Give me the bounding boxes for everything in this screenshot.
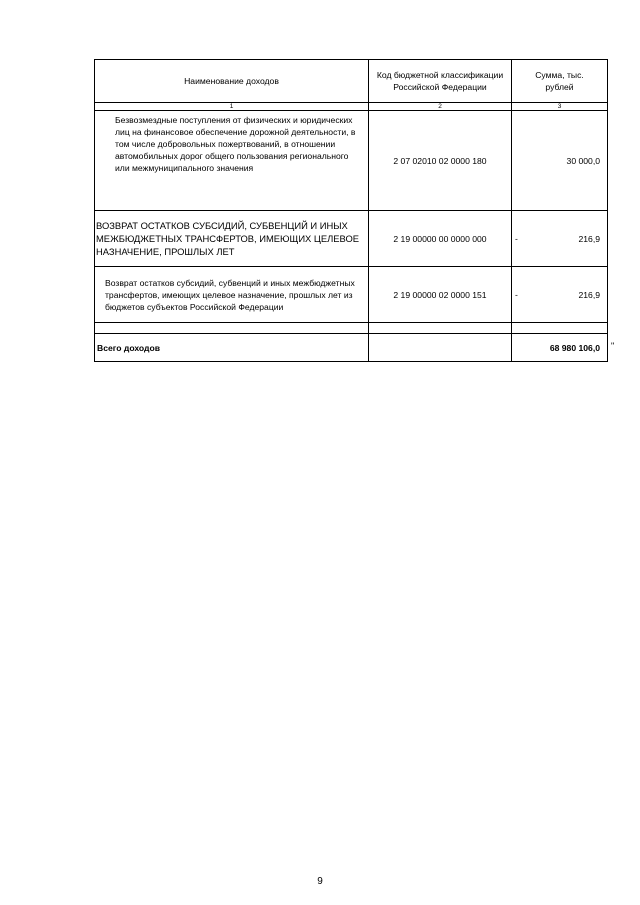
revenue-table	[94, 59, 608, 362]
row-sum-cell	[512, 267, 608, 323]
row-code: 2 19 00000 00 0000 000	[369, 211, 512, 267]
table-row	[95, 267, 608, 323]
row-sum-cell	[512, 211, 608, 267]
closing-quote: "	[611, 341, 615, 351]
column-number-row	[95, 103, 608, 111]
column-number-2: 2	[369, 103, 512, 111]
row-name: Безвозмездные поступления от физических и юридических лиц на финансовое обеспечение дорожной деятельности, в том числе добровольных пожертвований, в отношении автомобильных дорог общего пользования регионального или межмуниципального значения	[95, 111, 369, 211]
row-name: ВОЗВРАТ ОСТАТКОВ СУБСИДИЙ, СУБВЕНЦИЙ И ИНЫХ МЕЖБЮДЖЕТНЫХ ТРАНСФЕРТОВ, ИМЕЮЩИХ ЦЕЛЕВОЕ НАЗНАЧЕНИЕ, ПРОШЛЫХ ЛЕТ	[95, 211, 369, 267]
page-number: 9	[317, 876, 323, 887]
row-sign: -	[515, 288, 518, 299]
empty-cell	[512, 323, 608, 334]
column-number-3: 3	[512, 103, 608, 111]
empty-cell	[369, 323, 512, 334]
table-row	[95, 211, 608, 267]
row-sum: 30 000,0	[566, 155, 600, 166]
row-sum-cell	[512, 111, 608, 211]
total-code-cell	[369, 334, 512, 362]
table-row	[95, 111, 608, 211]
header-name: Наименование доходов	[95, 60, 369, 103]
total-row	[95, 334, 608, 362]
total-label: Всего доходов	[95, 334, 369, 362]
table-header-row	[95, 60, 608, 103]
row-sign: -	[515, 232, 518, 243]
header-sum: Сумма, тыс. рублей	[512, 60, 608, 103]
row-code: 2 07 02010 02 0000 180	[369, 111, 512, 211]
total-sum: 68 980 106,0	[512, 334, 608, 362]
row-code: 2 19 00000 02 0000 151	[369, 267, 512, 323]
row-name: Возврат остатков субсидий, субвенций и иных межбюджетных трансфертов, имеющих целевое назначение, прошлых лет из бюджетов субъектов Российской Федерации	[95, 267, 369, 323]
header-code: Код бюджетной классификации Российской Федерации	[369, 60, 512, 103]
empty-cell	[95, 323, 369, 334]
empty-row	[95, 323, 608, 334]
row-sum: 216,9	[578, 233, 600, 244]
column-number-1: 1	[95, 103, 369, 111]
row-sum: 216,9	[578, 289, 600, 300]
